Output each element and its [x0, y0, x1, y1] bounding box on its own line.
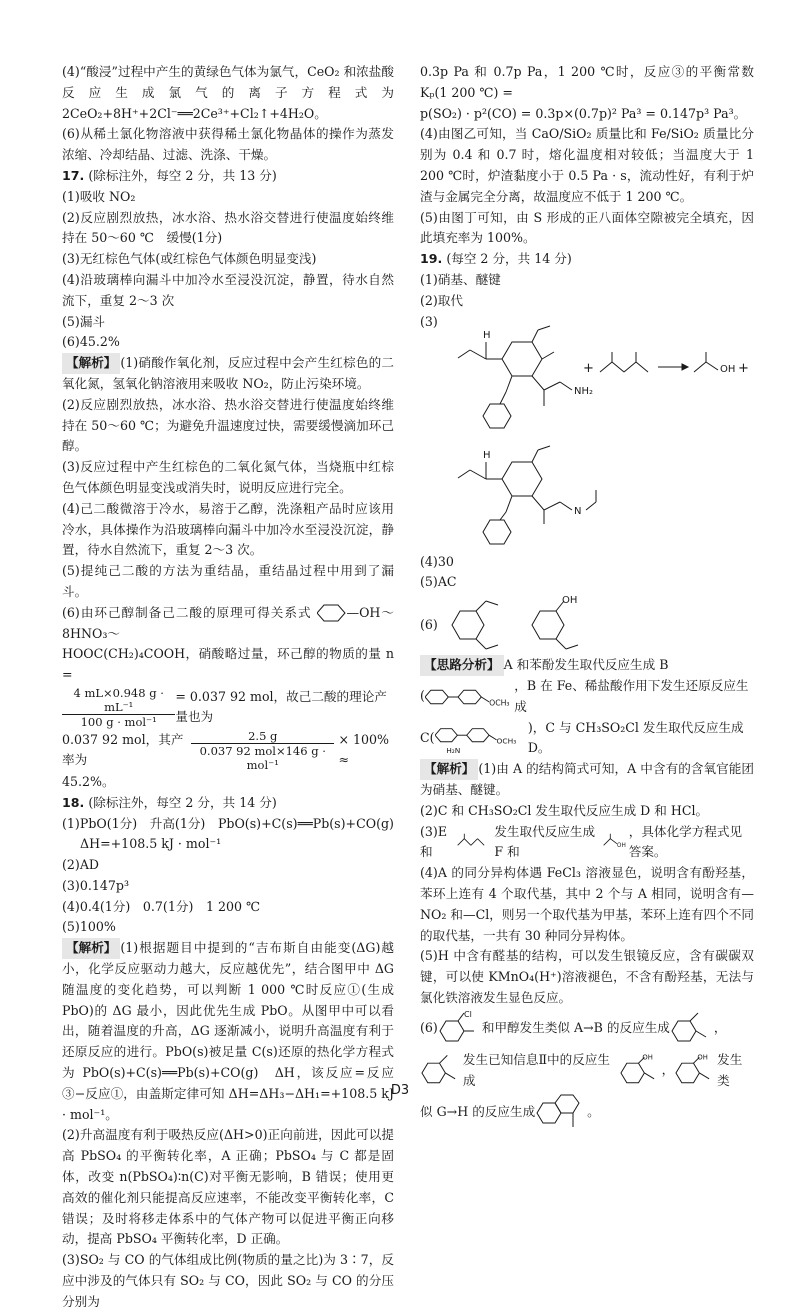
- compound-c-structure: [435, 720, 528, 756]
- q19-answer-4: (4)30: [420, 553, 454, 569]
- moles-fraction-numerator: 4 mL×0.948 g · mL⁻¹: [62, 686, 175, 715]
- q18-answer-2: (2)AD: [62, 857, 100, 873]
- q18-analysis-2: (2)升高温度有利于吸热反应(ΔH>0)正向前进，因此可以提高 PbSO₄ 的平衡转化率，A 正确；PbSO₄ 与 C 都是固体，改变 n(PbSO₄)∶n(C)对平衡无影响，B 错误；使用更高效的催化剂只能提高反应速率，不能改变平衡转化率，C 错误；及时将移走体系中的气体产物可以促进平衡正向移动，提高 PbSO₄ 平衡转化率，D 正确。: [62, 1127, 394, 1247]
- q19-answer-5: (5)AC: [420, 574, 457, 590]
- open-paren: (: [420, 688, 425, 704]
- q19-idea-2: [420, 676, 754, 718]
- q19-idea-tag: 【思路分析】: [420, 655, 504, 676]
- q17-analysis-6a: (6)由环己醇制备己二酸的原理可得关系式: [62, 604, 312, 620]
- q19-idea-3: [420, 718, 754, 760]
- q17-analysis-tag: 【解析】: [62, 353, 120, 374]
- q18-number: 18.: [62, 794, 85, 810]
- q19-analysis-1: [420, 759, 754, 801]
- q19-analysis-3c: ，具体化学方程式见答案。: [628, 823, 743, 860]
- plus-sign-2: +: [738, 360, 749, 376]
- f-benzene-ring: [502, 462, 542, 496]
- q18-analysis-4: (4)由图乙可知，当 CaO/SiO₂ 质量比和 Fe/SiO₂ 质量比分别为 0.4 和 0.7 时，熔化温度相对较低；当温度大于 1 200 ℃时，炉渣黏度小于 0.5 Pa · s，流动性好，有利于炉渣与金属完全分离，故温度应不低于 1 200 ℃。: [420, 126, 754, 204]
- oh-label-hk: OH: [642, 1052, 653, 1061]
- yield-fraction: [191, 729, 334, 772]
- q16-answer-6: (6)从稀土氯化物溶液中获得稀土氯化物晶体的操作为蒸发浓缩、冷却结晶、过滤、洗涤、干燥。: [62, 126, 394, 163]
- q19-answer-3-label: (3): [420, 313, 438, 329]
- q17-analysis-6-yield-line: [62, 729, 394, 772]
- page-number: D3: [390, 1083, 410, 1098]
- q19-analysis-4: (4)A 的同分异构体遇 FeCl₃ 溶液显色，说明含有酚羟基，苯环上连有 4 个取代基，其中 2 个与 A 相同，说明含有—NO₂ 和—Cl，则另一个取代基为甲基，苯环上连有四个不同的取代基，一共有 30 种同分异构体。: [420, 865, 754, 943]
- reaction-scheme-structures: [420, 312, 754, 552]
- cyclohexane-ring-structure: [317, 603, 347, 623]
- q19-analysis-6a: (6): [420, 1020, 438, 1036]
- q19-idea-4-text: )，C 与 CH₃SO₂Cl 发生取代反应生成 D。: [527, 719, 744, 756]
- methoxy-ketone-structure: [670, 1009, 714, 1049]
- q19-analysis-6f: 发生类: [717, 1051, 743, 1088]
- q17-analysis-4: (4)己二酸微溶于冷水，易溶于乙醇，洗涤粗产品时应该用冷水，具体操作为沿玻璃棒向漏斗中加冷水至浸没沉淀，静置，待水自然流下，重复 2～3 次。: [62, 500, 394, 558]
- q17-number: 17.: [62, 167, 85, 183]
- q19-analysis-tag: 【解析】: [420, 759, 478, 780]
- q19-analysis-3a: (3)E 和: [420, 823, 448, 860]
- left-column: [62, 62, 394, 1313]
- cl-label: Cl: [463, 1009, 472, 1019]
- q19-answer-3: [420, 312, 754, 552]
- q19-idea-3-text: C(: [420, 729, 435, 745]
- f-phenyl-ring: [483, 520, 511, 544]
- q19-analysis-1-text: (1)由 A 的结构简式可知，A 中含有的含氧官能团为硝基、醚键。: [420, 761, 754, 797]
- e-phenyl-ring: [483, 404, 511, 428]
- oh-label-hk2: OH: [697, 1052, 709, 1061]
- right-column: [420, 62, 754, 1133]
- q18-header: [62, 793, 394, 814]
- h-label-1: H: [483, 329, 491, 341]
- q17-analysis-6c: HOOC(CH₂)₄COOH，硝酸略过量，环己醇的物质的量 n =: [62, 646, 394, 683]
- q17-answer-2: (2)反应剧烈放热，冰水浴、热水浴交替进行使温度始终维持在 50～60 ℃ 缓慢(1分): [62, 209, 394, 246]
- q19-analysis-3: [420, 822, 754, 864]
- moles-fraction-denominator: 100 g · mol⁻¹: [80, 714, 157, 729]
- q17-analysis-1-text: (1)硝酸作氧化剂，反应过程中会产生红棕色的二氧化氮，氢氧化钠溶液用来吸收 NO₂，防止污染环境。: [62, 355, 394, 391]
- q17-analysis-6: [62, 603, 394, 645]
- q17-analysis-6d: = 0.037 92 mol，故己二酸的理论产量也为: [175, 688, 387, 725]
- q19-answer-1: (1)硝基、醚键: [420, 271, 501, 287]
- q18-scoring: (除标注外，每空 2 分，共 14 分): [88, 794, 277, 810]
- q19-analysis-6a-line: [420, 1009, 754, 1049]
- och3-label-b: OCH₃: [489, 698, 510, 708]
- q17-analysis-3: (3)反应过程中产生红棕色的二氧化氮气体，当烧瓶中红棕色气体颜色明显变浅或消失时，说明反应进行完全。: [62, 459, 394, 495]
- q16-answer-4: (4)“酸浸”过程中产生的黄绿色气体为氯气，CeO₂ 和浓盐酸反应生成氯气的离子方程式为2CeO₂+8H⁺+2Cl⁻══2Ce³⁺+Cl₂↑+4H₂O。: [62, 64, 394, 121]
- q19-analysis-6c: ，: [713, 1020, 727, 1036]
- h-label-2: H: [483, 449, 491, 461]
- q19-analysis-3b: 发生取代反应生成 F 和: [494, 823, 596, 860]
- q17-answer-4: (4)沿玻璃棒向漏斗中加冷水至浸没沉淀，静置，待水自然流下，重复 2～3 次: [62, 271, 394, 308]
- q19-analysis-6b: 和甲醇发生类似 A→B 的反应生成: [481, 1020, 670, 1036]
- q18-cont-line-1: 0.3p Pa 和 0.7p Pa，1 200 ℃时，反应③的平衡常数 Kₚ(1 200 ℃) =: [420, 64, 754, 100]
- answer-6-structures: [446, 593, 646, 655]
- q17-analysis-6b: —OH～8HNO₃～: [62, 604, 394, 641]
- q18-answer-1b: ΔH=+108.5 kJ · mol⁻¹: [80, 836, 222, 852]
- och3-label-c: OCH₃: [496, 736, 516, 746]
- acid-product-structure: [602, 830, 629, 854]
- q19-idea-2-text: ，B 在 Fe、稀盐酸作用下发生还原反应生成: [514, 677, 749, 714]
- oh-label-a6: OH: [562, 595, 578, 607]
- q17-analysis-6g: 45.2%。: [62, 773, 115, 789]
- moles-fraction: [62, 686, 175, 729]
- q17-answer-3: (3)无红棕色气体(或红棕色气体颜色明显变浅): [62, 251, 317, 267]
- q19-header: [420, 249, 754, 270]
- compound-b-structure: [425, 682, 514, 712]
- q19-analysis-6g: 似 G→H 的反应生成: [420, 1104, 536, 1120]
- q19-analysis-6c-line: [420, 1093, 754, 1133]
- q18-answer-4: (4)0.4(1分) 0.7(1分) 1 200 ℃: [62, 898, 261, 914]
- yield-fraction-numerator: 2.5 g: [191, 729, 334, 744]
- q17-analysis-1: [62, 353, 394, 395]
- q19-analysis-6e: ，: [661, 1062, 675, 1078]
- boc-reagent-structure: [456, 830, 494, 854]
- q18-cont-line-2: p(SO₂) · p²(CO) = 0.3p×(0.7p)² Pa³ = 0.147p³ Pa³。: [420, 105, 747, 121]
- q17-analysis-2: (2)反应剧烈放热，冰水浴、热水浴交替进行使温度始终维持在 50～60 ℃；为避免升温速度过快，需要缓慢滴加环己醇。: [62, 396, 394, 454]
- q18-analysis-3: (3)SO₂ 与 CO 的气体组成比例(物质的量之比)为 3∶7，反应中涉及的气体只有 SO₂ 与 CO，因此 SO₂ 与 CO 的分压分别为: [62, 1252, 394, 1309]
- q18-answer-3: (3)0.147p³: [62, 877, 130, 893]
- q17-analysis-5: (5)提纯己二酸的方法为重结晶，重结晶过程中用到了漏斗。: [62, 563, 394, 599]
- q17-analysis-6-fraction-line: [62, 686, 394, 729]
- q19-scoring: (每空 2 分，共 14 分): [446, 251, 572, 267]
- q17-analysis-6e: 0.037 92 mol，其产率为: [62, 731, 184, 768]
- q19-idea-1-text: A 和苯酚发生取代反应生成 B: [503, 657, 669, 673]
- q17-answer-5: (5)漏斗: [62, 313, 106, 329]
- q19-analysis-5: (5)H 中含有醛基的结构，可以发生银镜反应，含有碳碳双键，可以使 KMnO₄(H⁺)溶液褪色，不含有酚羟基，无法与氯化铁溶液发生显色反应。: [420, 948, 754, 1005]
- n-label: N: [574, 505, 582, 517]
- q17-header: [62, 166, 394, 187]
- chloro-ketone-structure: [438, 1009, 482, 1049]
- q17-answer-6: (6)45.2%: [62, 334, 120, 350]
- q18-analysis-tag: 【解析】: [62, 938, 120, 959]
- plus-sign-1: +: [583, 360, 594, 376]
- q17-scoring: (除标注外，每空 2 分，共 13 分): [88, 167, 277, 183]
- e-benzene-ring: [502, 342, 542, 376]
- q19-answer-2: (2)取代: [420, 292, 464, 308]
- oh-label: OH: [720, 363, 736, 375]
- q19-idea-1: [420, 655, 754, 676]
- nh2-label: NH₂: [574, 385, 594, 397]
- q19-answer-6-label: (6): [420, 617, 438, 633]
- q18-analysis-1-text: (1)根据题目中提到的“吉布斯自由能变(ΔG)越小，化学反应驱动力越大，反应越优先”，结合图甲中 ΔG 随温度的变化趋势，可以判断 1 000 ℃时反应①(生成 PbO)的 ΔG 最小，因此优先生成 PbO。从图甲中可以看出，随着温度的升高，ΔG 逐渐减小，说明升高温度有利于还原反应的进行。PbO(s)被足量 C(s)还原的热化学方程式为 PbO(s)+C(s)══Pb(s)+CO(g) ΔH，该反应=反应③−反应①，由盖斯定律可知 ΔH=ΔH₃−ΔH₁=+108.5 kJ · mol⁻¹。: [62, 940, 394, 1122]
- q18-analysis-5: (5)由图丁可知，由 S 形成的正八面体空隙被完全填充，因此填充率为 100%。: [420, 209, 754, 246]
- q17-answer-1: (1)吸收 NO₂: [62, 188, 136, 204]
- q18-answer-1: (1)PbO(1分) 升高(1分) PbO(s)+C(s)══Pb(s)+CO(g): [62, 815, 394, 831]
- q18-answer-5: (5)100%: [62, 919, 116, 935]
- q19-number: 19.: [420, 251, 443, 267]
- oh-label-acid: OH: [617, 843, 627, 850]
- q17-analysis-6f: × 100% ≈: [338, 731, 390, 768]
- q19-analysis-2: (2)C 和 CH₃SO₂Cl 发生取代反应生成 D 和 HCl。: [420, 802, 709, 818]
- h2n-label: H₂N: [445, 746, 460, 756]
- q19-analysis-6d: 发生已知信息Ⅱ中的反应生成: [462, 1051, 611, 1088]
- chromone-structure: [535, 1093, 587, 1133]
- q19-answer-6: [420, 593, 754, 655]
- yield-fraction-denominator: 0.037 92 mol×146 g · mol⁻¹: [199, 743, 326, 772]
- q19-analysis-6h: 。: [587, 1104, 600, 1120]
